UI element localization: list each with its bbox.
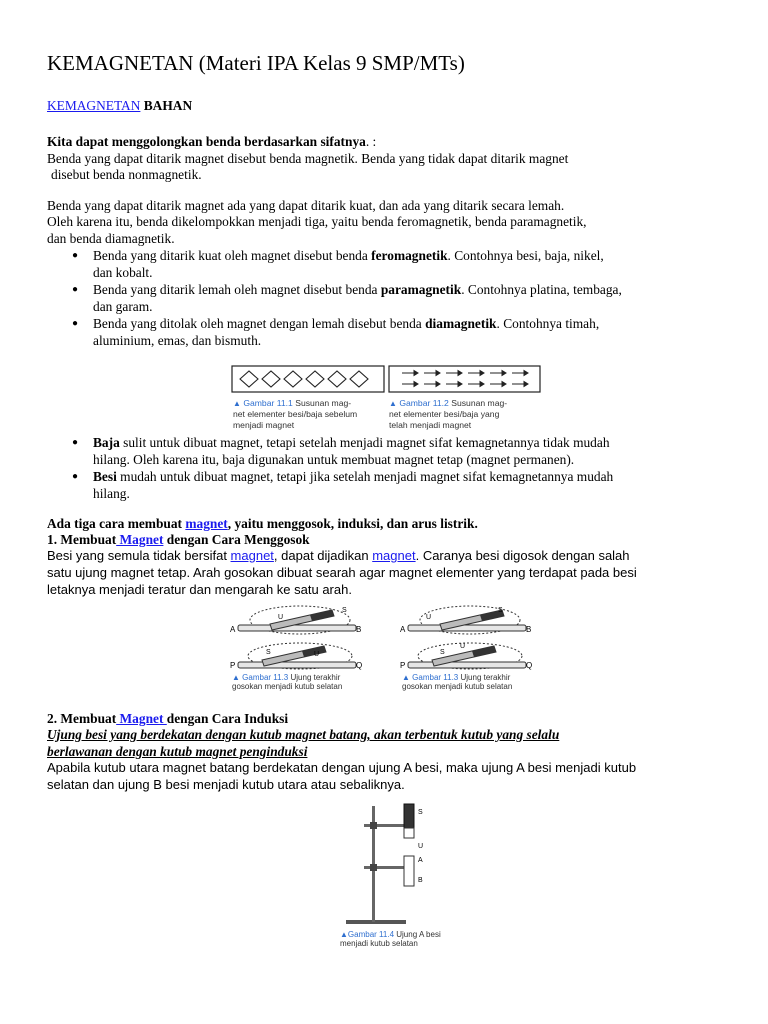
label-u: U <box>418 843 424 850</box>
list-item-continuation: hilang. <box>93 486 130 501</box>
section-heading-rest: BAHAN <box>140 98 193 113</box>
label-p: P <box>230 661 236 670</box>
caption-label: Gambar 11.2 <box>399 398 449 408</box>
method2-line: selatan dan ujung B besi menjadi kutub utara atau sebaliknya. <box>47 777 405 792</box>
caption-text: menjadi kutub selatan <box>340 939 418 948</box>
list-item-bold: Besi <box>93 469 117 484</box>
intro-heading-tail: . : <box>365 134 377 149</box>
paragraph-line: dan benda diamagnetik. <box>47 231 175 246</box>
method1-text: , dapat dijadikan <box>273 548 373 563</box>
label-u: U <box>426 614 432 621</box>
list-item-text: Benda yang ditarik lemah oleh magnet disebut benda <box>93 282 381 297</box>
label-a: A <box>230 625 236 634</box>
intro-line: Benda yang dapat ditarik magnet disebut benda magnetik. Benda yang tidak dapat ditarik magnet <box>47 151 569 166</box>
rubbing-panel <box>400 606 531 634</box>
bullet-icon: ● <box>72 437 79 448</box>
list-item <box>93 247 604 264</box>
caption-text: gosokan menjadi kutub selatan <box>402 682 513 691</box>
label-s: S <box>498 607 503 614</box>
caption-triangle-icon: ▲ <box>340 930 348 939</box>
caption-triangle-icon: ▲ <box>402 673 410 682</box>
domain-diamonds <box>240 371 368 387</box>
figure-caption <box>340 930 441 948</box>
figure-caption <box>233 398 357 431</box>
iron-bar <box>404 856 414 886</box>
label-u: U <box>278 614 284 621</box>
label-u: U <box>460 643 466 650</box>
list-item-text: . Contohnya platina, tembaga, <box>461 282 622 297</box>
caption-text: Ujung terakhir <box>458 673 511 682</box>
rubbing-panel <box>230 606 361 634</box>
label-s: S <box>418 809 423 816</box>
figure-caption <box>389 398 507 431</box>
caption-label: Gambar 11.3 <box>242 673 289 682</box>
magnet-link[interactable]: magnet <box>230 548 274 563</box>
label-p: P <box>400 661 406 670</box>
ways-text: Ada tiga cara membuat <box>47 516 186 531</box>
label-a: A <box>418 857 423 864</box>
caption-text: Ujung A besi <box>394 930 441 939</box>
list-item <box>93 468 613 485</box>
list-item <box>93 315 599 332</box>
intro-heading-text: Kita dapat menggolongkan benda berdasarkan sifatnya <box>47 134 366 149</box>
domain-box-after <box>389 366 540 392</box>
list-item-bold: feromagnetik <box>371 248 448 263</box>
bullet-icon: ● <box>72 471 79 482</box>
method2-emphasis: Ujung besi yang berdekatan dengan kutub magnet batang, akan terbentuk kutub yang selalu <box>47 727 560 742</box>
label-b: B <box>356 625 362 634</box>
figure-caption <box>402 673 512 691</box>
rubbing-panel <box>230 643 362 670</box>
caption-text: menjadi magnet <box>233 420 295 430</box>
label-b: B <box>418 877 423 884</box>
label-q: Q <box>526 661 533 670</box>
caption-text: Ujung terakhir <box>288 673 341 682</box>
domain-figure <box>230 364 542 396</box>
figure-caption <box>232 673 342 691</box>
method2-line: Apabila kutub utara magnet batang berdekatan dengan ujung A besi, maka ujung A besi menjadi kutub <box>47 760 637 775</box>
caption-text: gosokan menjadi kutub selatan <box>232 682 343 691</box>
label-a: A <box>400 625 406 634</box>
method1-heading <box>47 531 310 548</box>
method-number: 2. Membuat <box>47 711 117 726</box>
list-item-text: . Contohnya besi, baja, nikel, <box>447 248 604 263</box>
domain-box-before <box>232 366 384 392</box>
label-q: Q <box>356 661 363 670</box>
label-b: B <box>526 625 532 634</box>
induction-figure <box>340 800 440 930</box>
ways-heading <box>47 515 478 532</box>
method-title: dengan Cara Menggosok <box>163 532 310 547</box>
bullet-icon: ● <box>72 318 79 329</box>
section-heading <box>47 97 192 114</box>
method1-line <box>47 547 630 564</box>
magnet-link[interactable]: magnet <box>372 548 416 563</box>
caption-text: net elementer besi/baja sebelum <box>233 409 358 419</box>
caption-label: Gambar 11.1 <box>243 398 293 408</box>
list-item-text: . Contohnya timah, <box>496 316 600 331</box>
list-item-bold: diamagnetik <box>425 316 497 331</box>
list-item-text: sulit untuk dibuat magnet, tetapi setelah menjadi magnet sifat kemagnetannya tidak mudah <box>119 435 610 450</box>
label-u: U <box>314 651 320 658</box>
page-title: KEMAGNETAN (Materi IPA Kelas 9 SMP/MTs) <box>47 51 465 75</box>
list-item-bold: paramagnetik <box>380 282 462 297</box>
magnet-link[interactable]: magnet <box>185 516 228 531</box>
caption-label: Gambar 11.4 <box>347 930 395 939</box>
list-item-bold: Baja <box>93 435 120 450</box>
list-item-text: Benda yang ditolak oleh magnet dengan lemah disebut benda <box>93 316 426 331</box>
section-link[interactable]: KEMAGNETAN <box>47 98 141 113</box>
bullet-icon: ● <box>72 250 79 261</box>
caption-text: Susunan mag- <box>448 398 508 408</box>
intro-heading <box>47 133 376 150</box>
method1-line: satu ujung magnet tetap. Arah gosokan dibuat searah agar magnet elementer yang terdapat pada besi <box>47 565 637 580</box>
paragraph-line: Benda yang dapat ditarik magnet ada yang dapat ditarik kuat, dan ada yang ditarik secara lemah. <box>47 198 565 213</box>
paragraph-line: Oleh karena itu, benda dikelompokkan menjadi tiga, yaitu benda feromagnetik, benda paramagnetik, <box>47 214 587 229</box>
method-title: dengan Cara Induksi <box>166 711 289 726</box>
caption-text: net elementer besi/baja yang <box>389 409 500 419</box>
caption-triangle-icon: ▲ <box>232 673 240 682</box>
caption-text: telah menjadi magnet <box>389 420 472 430</box>
list-item-continuation: dan kobalt. <box>93 265 153 280</box>
label-s: S <box>342 607 347 614</box>
intro-line: disebut benda nonmagnetik. <box>51 167 202 182</box>
list-item-text: mudah untuk dibuat magnet, tetapi jika setelah menjadi magnet sifat kemagnetannya mudah <box>116 469 614 484</box>
list-item <box>93 434 610 451</box>
caption-label: Gambar 11.3 <box>412 673 459 682</box>
ways-text: , yaitu menggosok, induksi, dan arus listrik. <box>227 516 478 531</box>
magnet-bar <box>404 804 414 828</box>
method1-text: Besi yang semula tidak bersifat <box>47 548 231 563</box>
method2-emphasis: berlawanan dengan kutub magnet penginduksi <box>47 744 308 759</box>
list-item-continuation: hilang. Oleh karena itu, baja digunakan untuk membuat magnet tetap (magnet permanen). <box>93 452 575 467</box>
list-item-continuation: dan garam. <box>93 299 153 314</box>
method1-text: . Caranya besi digosok dengan salah <box>415 548 630 563</box>
caption-text: Susunan mag- <box>292 398 352 408</box>
stand-base <box>346 920 406 924</box>
list-item <box>93 281 622 298</box>
bullet-icon: ● <box>72 284 79 295</box>
domain-arrows <box>402 371 528 387</box>
rubbing-panel <box>400 643 532 670</box>
list-item-text: Benda yang ditarik kuat oleh magnet disebut benda <box>93 248 372 263</box>
method2-heading <box>47 710 288 727</box>
caption-triangle-icon: ▲ <box>233 399 241 408</box>
caption-triangle-icon: ▲ <box>389 399 397 408</box>
magnet-link[interactable]: Magnet <box>116 532 164 547</box>
magnet-link[interactable]: Magnet <box>116 711 167 726</box>
method1-line: letaknya menjadi teratur dan mengarah ke satu arah. <box>47 582 352 597</box>
method-number: 1. Membuat <box>47 532 117 547</box>
label-s: S <box>440 649 445 656</box>
list-item-continuation: aluminium, emas, dan bismuth. <box>93 333 262 348</box>
label-s: S <box>266 649 271 656</box>
